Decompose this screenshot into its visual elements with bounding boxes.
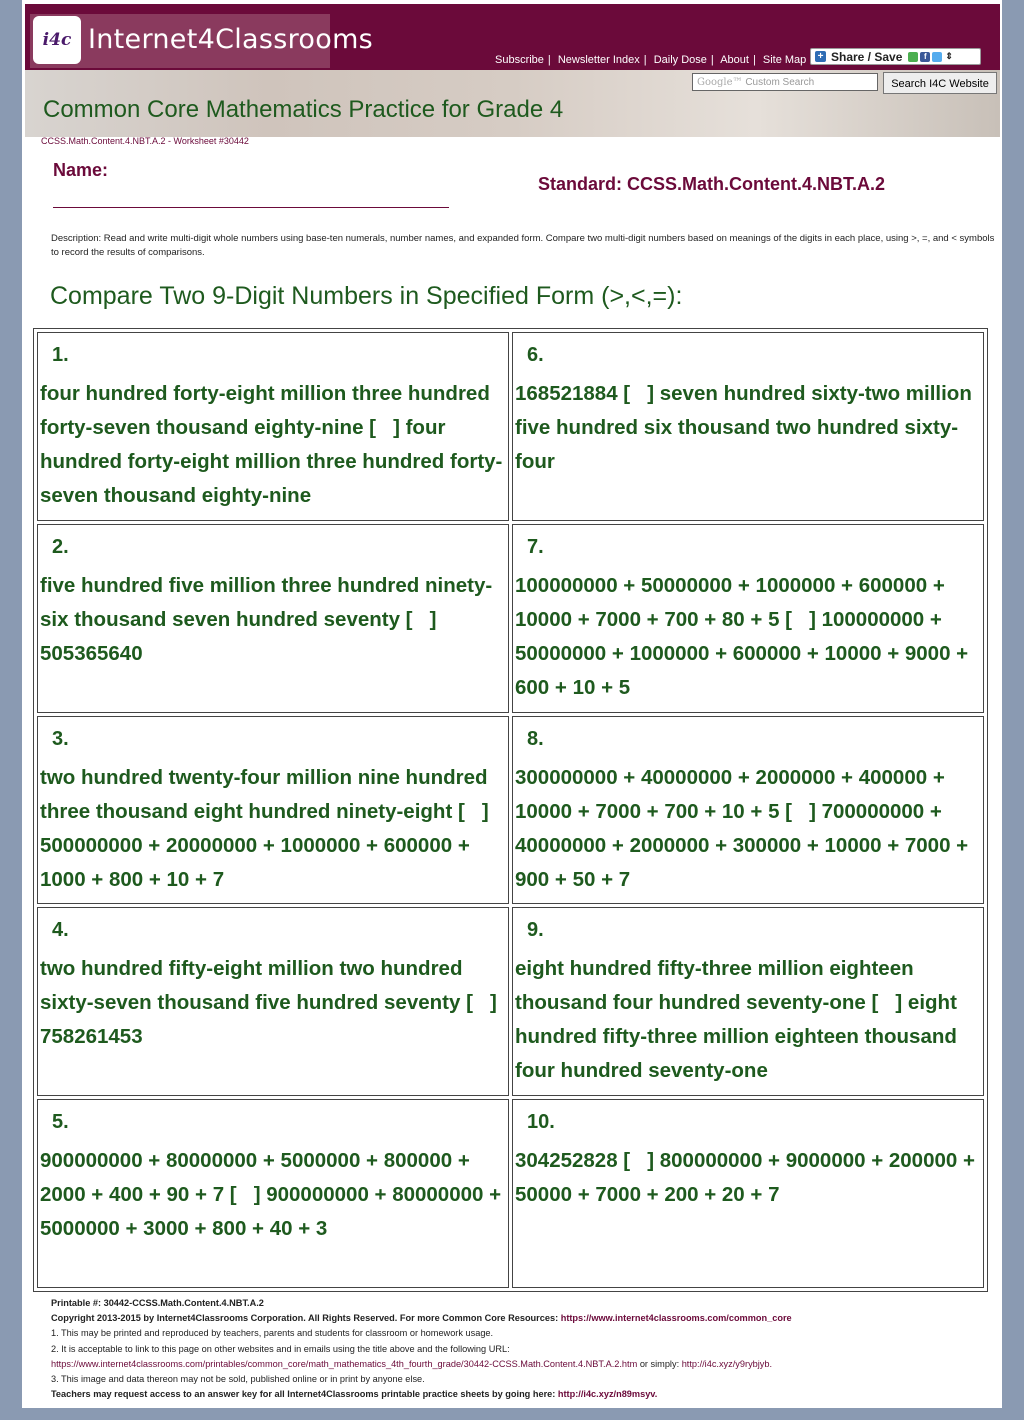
usage-note-3: 3. This image and data thereon may not be sold, published online or in print by anyone else. (51, 1374, 425, 1385)
email-share-icon (908, 52, 918, 62)
usage-note-2-urls: https://www.internet4classrooms.com/printables/common_core/math_mathematics_4th_fourth_grade/30442-CCSS.Math.Content.4.NBT.A.2.htm or simply: http://i4c.xyz/y9rybjyb. (51, 1358, 773, 1369)
usage-note-1: 1. This may be printed and reproduced by teachers, parents and students for classroom or homework usage. (51, 1328, 494, 1339)
site-header (25, 4, 1000, 70)
nav-link-about[interactable]: About (720, 54, 749, 66)
question-cell-6: 6. 168521884 [ ] seven hundred sixty-two million five hundred six thousand two hundred sixty-four (512, 332, 984, 521)
description: Description: Read and write multi-digit whole numbers using base-ten numerals, number names, and expanded form. Compare two multi-digit numbers based on meanings of the digits in each place, using >, =, and < symbols to record the results of comparisons. (51, 233, 995, 258)
search-button[interactable]: Search I4C Website (883, 72, 997, 94)
name-line (53, 207, 449, 208)
standard-label: Standard: CCSS.Math.Content.4.NBT.A.2 (538, 174, 886, 194)
site-logo[interactable] (30, 14, 374, 68)
question-cell-1: 1. four hundred forty-eight million three hundred forty-seven thousand eighty-nine [ ] four hundred forty-eight million three hundred forty-seven thousand eighty-nine (37, 332, 509, 521)
answer-key-note: Teachers may request access to an answer key for all Internet4Classrooms printable practice sheets by going here: http://i4c.xyz/n89msyv. (51, 1389, 658, 1400)
nav-link-daily-dose[interactable]: Daily Dose (653, 54, 707, 66)
questions-grid (33, 328, 988, 1292)
logo-text: Internet4Classrooms (88, 24, 374, 55)
top-nav: Subscribe | Newsletter Index | Daily Dose | About | Site Map (495, 54, 807, 66)
nav-link-newsletter-index[interactable]: Newsletter Index (557, 54, 640, 66)
section-title: Compare Two 9-Digit Numbers in Specified Form (>,<,=): (50, 282, 683, 310)
question-cell-5: 5. 900000000 + 80000000 + 5000000 + 800000 + 2000 + 400 + 90 + 7 [ ] 900000000 + 80000000 + 5000000 + 3000 + 800 + 40 + 3 (37, 1099, 509, 1288)
common-core-link[interactable]: https://www.internet4classrooms.com/common_core (560, 1313, 792, 1324)
short-url-link[interactable]: http://i4c.xyz/y9rybjyb. (681, 1358, 773, 1369)
logo-badge-icon: i4c (33, 16, 81, 64)
footer (51, 1296, 996, 1402)
name-label: Name: (53, 160, 109, 180)
share-label: Share / Save (831, 49, 903, 64)
question-cell-2: 2. five hundred five million three hundred ninety-six thousand seven hundred seventy [ ] 505365640 (37, 524, 509, 713)
printable-number: Printable #: 30442-CCSS.Math.Content.4.NBT.A.2 (51, 1298, 264, 1308)
question-cell-7: 7. 100000000 + 50000000 + 1000000 + 600000 + 10000 + 7000 + 700 + 80 + 5 [ ] 100000000 + 50000000 + 1000000 + 600000 + 10000 + 9000 + 600 + 10 + 5 (512, 524, 984, 713)
copyright: Copyright 2013-2015 by Internet4Classrooms Corporation. All Rights Reserved. For more Common Core Resources: https://www.internet4classrooms.com/common_core (51, 1313, 792, 1324)
plus-icon: + (815, 51, 826, 62)
question-cell-3: 3. two hundred twenty-four million nine hundred three thousand eight hundred ninety-eight [ ] 500000000 + 20000000 + 1000000 + 600000 + 1000 + 800 + 10 + 7 (37, 716, 509, 905)
facebook-icon: f (920, 52, 930, 62)
search-input[interactable]: Google™ Custom Search (692, 73, 878, 91)
twitter-icon (932, 52, 942, 62)
question-cell-4: 4. two hundred fifty-eight million two hundred sixty-seven thousand five hundred seventy [ ] 758261453 (37, 907, 509, 1096)
worksheet-page (22, 0, 1002, 1408)
banner (25, 70, 1000, 137)
worksheet-url-link[interactable]: https://www.internet4classrooms.com/printables/common_core/math_mathematics_4th_fourth_grade/30442-CCSS.Math.Content.4.NBT.A.2.htm (51, 1358, 638, 1369)
dropdown-arrows-icon: ⇕ (945, 51, 953, 61)
question-cell-10: 10. 304252828 [ ] 800000000 + 9000000 + 200000 + 50000 + 7000 + 200 + 20 + 7 (512, 1099, 984, 1288)
question-cell-9: 9. eight hundred fifty-three million eighteen thousand four hundred seventy-one [ ] eight hundred fifty-three million eighteen thousand four hundred seventy-one (512, 907, 984, 1096)
nav-link-site-map[interactable]: Site Map (762, 54, 807, 66)
worksheet-code: CCSS.Math.Content.4.NBT.A.2 - Worksheet #30442 (41, 136, 249, 146)
nav-link-subscribe[interactable]: Subscribe (495, 54, 544, 66)
page-title: Common Core Mathematics Practice for Grade 4 (43, 96, 564, 123)
usage-note-2: 2. It is acceptable to link to this page on other websites and in emails using the title above and the following URL: (51, 1343, 510, 1354)
answer-key-link[interactable]: http://i4c.xyz/n89msyv. (557, 1389, 658, 1400)
share-save-button[interactable] (810, 48, 981, 65)
question-cell-8: 8. 300000000 + 40000000 + 2000000 + 400000 + 10000 + 7000 + 700 + 10 + 5 [ ] 700000000 + 40000000 + 2000000 + 300000 + 10000 + 7000 + 900 + 50 + 7 (512, 716, 984, 905)
